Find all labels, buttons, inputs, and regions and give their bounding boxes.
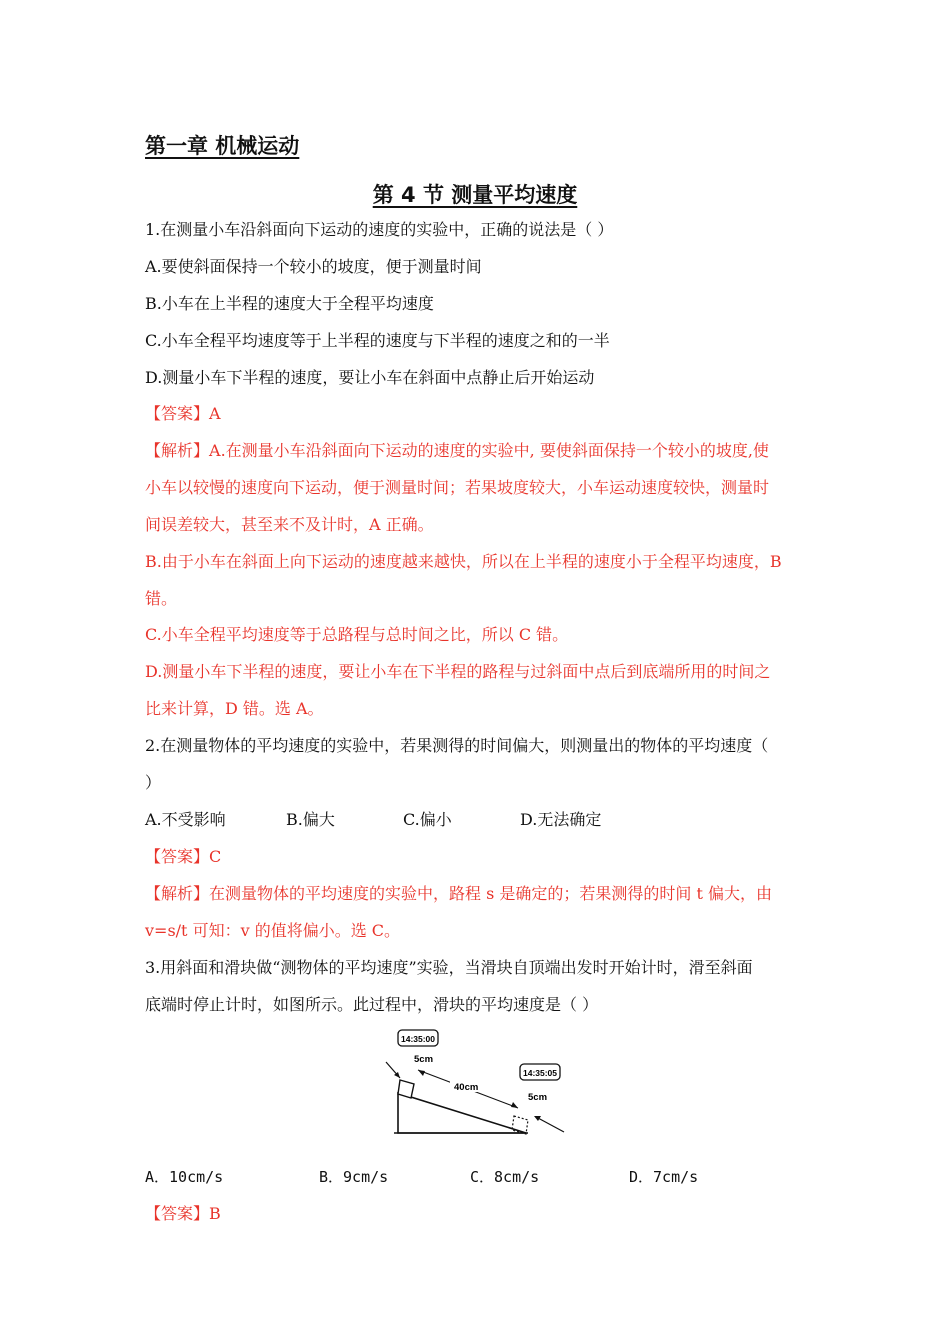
q3-stem-line-2: 底端时停止计时，如图所示。此过程中，滑块的平均速度是（ ）: [145, 995, 599, 1014]
top-block-label: 5cm: [414, 1054, 434, 1065]
q2-stem-line-2: ）: [145, 773, 162, 792]
distance-arrow-head-left: [418, 1070, 425, 1076]
q2-analysis-text: 在测量物体的平均速度的实验中，路程 s 是确定的；若果测得的时间 t 偏大，由: [209, 884, 773, 903]
bottom-arrow-line: [538, 1118, 564, 1132]
q1-option-d: D.测量小车下半程的速度，要让小车在斜面中点静止后开始运动: [145, 368, 595, 387]
end-clock-label: 14:35:05: [522, 1068, 558, 1078]
start-clock-label: 14:35:00: [400, 1034, 436, 1044]
q3-option-a: A．10cm/s: [145, 1168, 224, 1186]
q1-option-b: B.小车在上半程的速度大于全程平均速度: [145, 294, 434, 313]
q1-analysis-tag: 【解析】: [145, 441, 210, 460]
q3-option-b: B．9cm/s: [319, 1168, 389, 1186]
chapter-title: 第一章 机械运动: [145, 134, 300, 158]
q2-options: [145, 810, 845, 830]
q1-analysis-line-4: B.由于小车在斜面上向下运动的速度越来越快，所以在上半程的速度小于全程平均速度，B: [145, 552, 782, 571]
distance-label: 40cm: [454, 1082, 479, 1093]
q3-answer-value: B: [209, 1204, 221, 1223]
q2-option-d: D.无法确定: [520, 810, 602, 829]
section-title-text: 第 4 节 测量平均速度: [372, 183, 578, 207]
q2-analysis-line-2: v=s/t 可知：v 的值将偏小。选 C。: [145, 921, 401, 940]
q1-analysis-line-8: 比来计算，D 错。选 A。: [145, 699, 324, 718]
q3-stem-line-1: 3.用斜面和滑块做“测物体的平均速度”实验，当滑块自顶端出发时开始计时，滑至斜面: [145, 958, 753, 977]
q2-analysis-line-1: [145, 884, 772, 904]
q3-options: [145, 1167, 845, 1187]
q1-answer-tag: 【答案】: [145, 404, 210, 423]
incline-figure: [378, 1028, 578, 1140]
q1-answer: [145, 404, 221, 424]
q1-analysis-line-3: 间误差较大，甚至来不及计时，A 正确。: [145, 515, 434, 534]
q1-analysis-line-5: 错。: [145, 589, 178, 608]
block-top: [398, 1080, 414, 1098]
section-title: [0, 179, 950, 209]
q2-analysis-tag: 【解析】: [145, 884, 210, 903]
bottom-block-label: 5cm: [528, 1092, 548, 1103]
distance-arrow-head-right: [511, 1102, 518, 1108]
q3-option-c: C．8cm/s: [470, 1168, 540, 1186]
incline-ramp: [398, 1093, 526, 1133]
q1-option-c: C.小车全程平均速度等于上半程的速度与下半程的速度之和的一半: [145, 331, 610, 350]
q1-stem: 1.在测量小车沿斜面向下运动的速度的实验中，正确的说法是（ ）: [145, 220, 614, 239]
q1-analysis-line-7: D.测量小车下半程的速度，要让小车在下半程的路程与过斜面中点后到底端所用的时间之: [145, 662, 771, 681]
q3-answer: [145, 1204, 221, 1224]
q1-answer-value: A: [209, 404, 221, 423]
q1-analysis-line-6: C.小车全程平均速度等于总路程与总时间之比，所以 C 错。: [145, 625, 569, 644]
q2-answer-tag: 【答案】: [145, 847, 210, 866]
q2-stem-line-1: 2.在测量物体的平均速度的实验中，若果测得的时间偏大，则测量出的物体的平均速度（: [145, 736, 769, 755]
q1-option-a: A.要使斜面保持一个较小的坡度，便于测量时间: [145, 257, 482, 276]
q3-answer-tag: 【答案】: [145, 1204, 210, 1223]
q2-option-a: A.不受影响: [145, 810, 226, 829]
q1-analysis-line-2: 小车以较慢的速度向下运动，便于测量时间；若果坡度较大，小车运动速度较快，测量时: [145, 478, 770, 497]
q1-analysis-line-1: [145, 441, 769, 461]
q1-analysis-text: A.在测量小车沿斜面向下运动的速度的实验中, 要使斜面保持一个较小的坡度,使: [209, 441, 769, 460]
q3-option-d: D．7cm/s: [629, 1168, 699, 1186]
q2-answer-value: C: [209, 847, 222, 866]
q2-answer: [145, 847, 221, 867]
q2-option-c: C.偏小: [403, 810, 452, 829]
q2-option-b: B.偏大: [286, 810, 335, 829]
